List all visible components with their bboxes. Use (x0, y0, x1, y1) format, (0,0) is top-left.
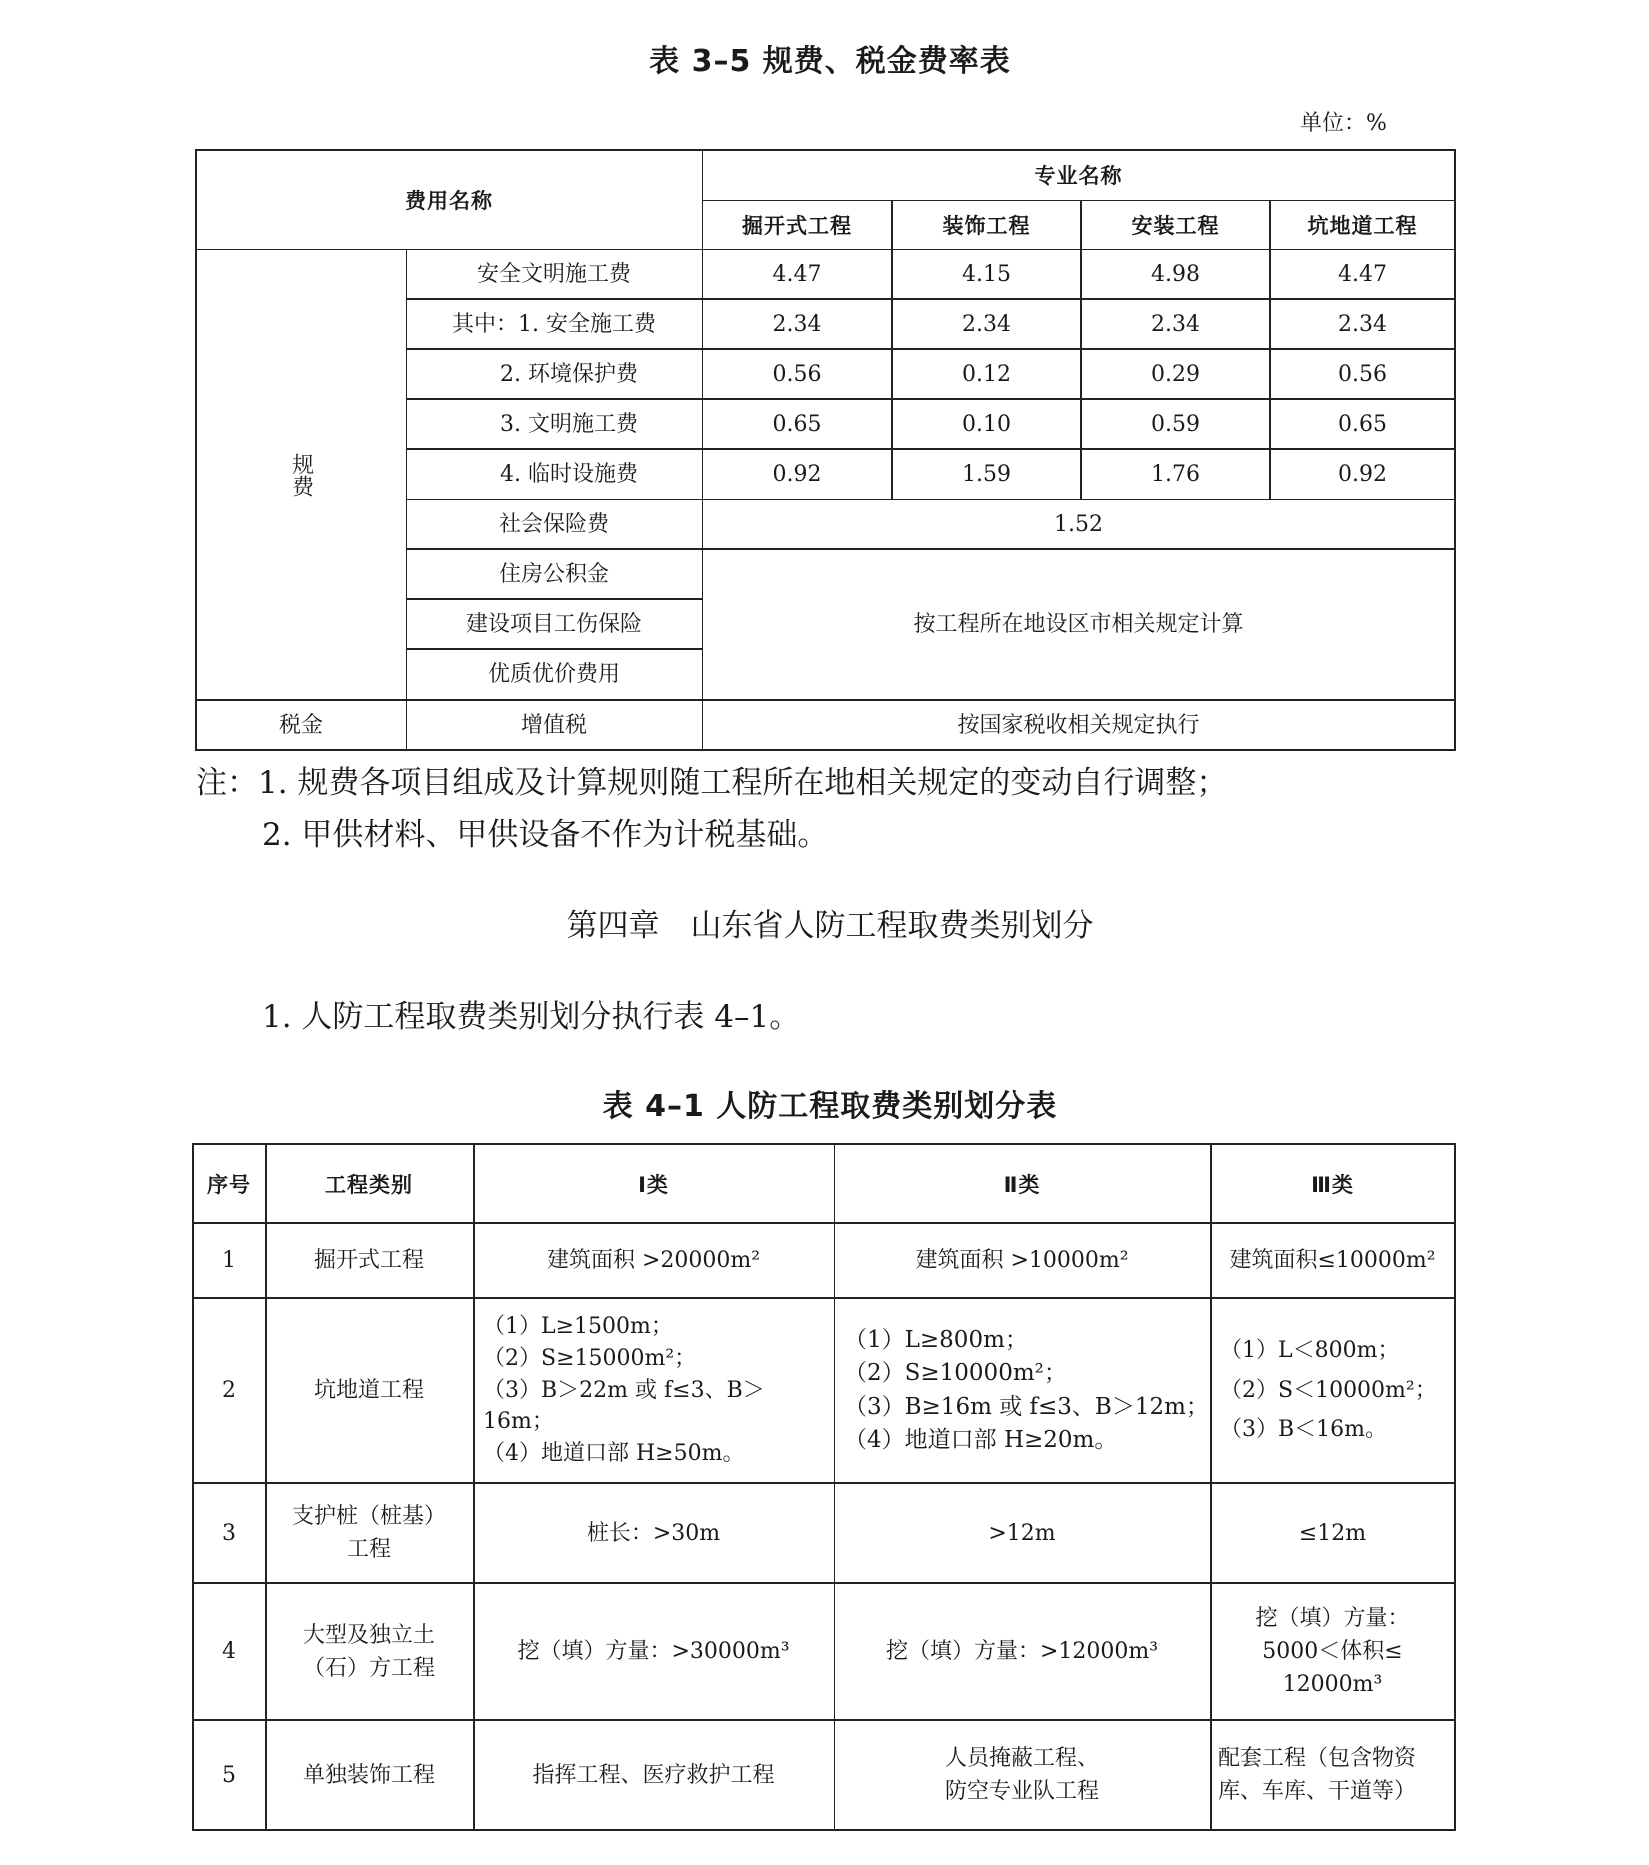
row-name: 安全文明施工费 (476, 261, 631, 287)
table2-title: 表 4–1 人防工程取费类别划分表 (602, 1089, 1058, 1124)
tax-row-name: 增值税 (520, 712, 587, 738)
row-value: 0.59 (1151, 411, 1200, 437)
row-class-3: ≤12m (1298, 1520, 1367, 1546)
row-value: 2.34 (1151, 311, 1200, 337)
header-class-3: Ⅲ类 (1311, 1172, 1354, 1197)
row-class-3: 建筑面积≤10000m² (1229, 1248, 1436, 1273)
rule-line (702, 149, 703, 750)
row-class-3 (1210, 1583, 1455, 1720)
row-value: 0.10 (962, 411, 1011, 437)
criteria-item: （4）地道口部 H≥50m。 (483, 1441, 745, 1467)
rule-line (406, 598, 702, 600)
group-fees-label (196, 249, 406, 700)
rule-line (406, 448, 1456, 450)
local-row-name: 建设项目工伤保险 (465, 611, 642, 637)
header-col-installation: 安装工程 (1131, 213, 1220, 238)
criteria-line: 库、车库、干道等） (1218, 1779, 1417, 1804)
criteria-line: 配套工程（包含物资 (1218, 1746, 1417, 1771)
row-name: 4. 临时设施费 (500, 461, 638, 487)
criteria-line: 12000m³ (1282, 1672, 1383, 1697)
category-line: 支护桩（桩基） (291, 1504, 446, 1529)
rule-line (193, 1482, 1456, 1484)
row-no: 3 (222, 1520, 236, 1546)
row-category: 单独装饰工程 (302, 1762, 435, 1788)
criteria-item: （1）L≥1500m； (483, 1313, 673, 1339)
criteria-item: （2）S≥15000m²； (483, 1345, 697, 1371)
row-no: 4 (222, 1639, 236, 1664)
local-rule: 按工程所在地设区市相关规定计算 (913, 612, 1244, 637)
row-value: 1.76 (1151, 461, 1200, 487)
rule-line (406, 298, 1456, 300)
rule-line (1454, 149, 1456, 751)
social-insurance-name: 社会保险费 (498, 511, 609, 537)
criteria-item: （2）S≥10000m²； (844, 1360, 1067, 1387)
row-class-2: 建筑面积 >10000m² (915, 1248, 1129, 1273)
row-value: 0.92 (772, 461, 822, 487)
header-col-decoration: 装饰工程 (942, 213, 1031, 238)
criteria-line: 5000＜体积≤ (1262, 1639, 1403, 1664)
group-fees-text: 规费 (288, 452, 314, 497)
rule-line (406, 499, 1456, 500)
row-category (265, 1583, 473, 1720)
social-insurance-value: 1.52 (1054, 511, 1103, 537)
row-no: 2 (222, 1378, 236, 1403)
header-no: 序号 (207, 1172, 251, 1197)
header-class-1: Ⅰ类 (638, 1172, 669, 1197)
row-value: 2.34 (1338, 311, 1387, 337)
group-tax-label: 税金 (278, 712, 323, 738)
rule-line (473, 1143, 475, 1831)
rule-line (406, 249, 407, 750)
row-value: 0.29 (1151, 361, 1200, 387)
rule-line (196, 699, 1456, 701)
local-row-name: 住房公积金 (498, 561, 609, 587)
row-category: 坑地道工程 (313, 1378, 424, 1403)
row-class-1: 指挥工程、医疗救护工程 (532, 1762, 775, 1788)
rule-line (196, 249, 1456, 250)
row-class-2: 挖（填）方量：>12000m³ (885, 1639, 1159, 1664)
chapter-heading: 第四章 山东省人防工程取费类别划分 (566, 908, 1094, 944)
row-no: 5 (222, 1762, 236, 1788)
row-value: 4.47 (772, 261, 822, 287)
row-value: 0.56 (772, 361, 822, 387)
rule-line (702, 200, 1456, 201)
criteria-item: （3）B＞22m 或 f≤3、B＞16m； (483, 1377, 765, 1435)
header-col-excavation: 掘开式工程 (742, 213, 852, 238)
table1-title: 表 3–5 规费、税金费率表 (649, 44, 1011, 79)
rule-line (1210, 1143, 1212, 1831)
row-class-1: 建筑面积 >20000m² (546, 1248, 761, 1273)
criteria-line: 防空专业队工程 (944, 1779, 1099, 1804)
row-value: 4.15 (962, 261, 1011, 287)
rule-line (406, 398, 1456, 400)
row-no: 1 (222, 1248, 236, 1273)
row-value: 0.56 (1338, 361, 1387, 387)
rule-line (406, 648, 702, 650)
rule-line (406, 348, 1456, 350)
row-class-1 (473, 1298, 834, 1483)
criteria-item: （3）B＜16m。 (1220, 1417, 1388, 1443)
row-value: 4.98 (1151, 261, 1200, 287)
row-value: 0.65 (772, 411, 822, 437)
rule-line (891, 200, 893, 499)
rule-line (196, 149, 1456, 151)
rule-line (834, 1143, 835, 1831)
rule-line (265, 1143, 267, 1831)
rule-line (195, 149, 197, 751)
rule-line (1454, 1143, 1456, 1831)
row-value: 0.92 (1338, 461, 1387, 487)
local-row-name: 优质优价费用 (487, 662, 620, 687)
row-class-2: >12m (988, 1520, 1056, 1546)
tax-row-value: 按国家税收相关规定执行 (957, 712, 1200, 738)
criteria-line: 挖（填）方量： (1255, 1606, 1410, 1631)
header-specialty: 专业名称 (1034, 164, 1123, 188)
criteria-item: （1）L≥800m； (844, 1326, 1028, 1353)
category-line: （石）方工程 (302, 1655, 435, 1681)
row-value: 0.12 (962, 361, 1011, 387)
rule-line (406, 548, 1456, 550)
rule-line (193, 1297, 1456, 1299)
row-name: 3. 文明施工费 (500, 411, 638, 437)
row-value: 1.59 (962, 461, 1011, 487)
row-name: 其中：1. 安全施工费 (452, 311, 656, 337)
chapter-paragraph: 1. 人防工程取费类别划分执行表 4–1。 (262, 999, 801, 1035)
row-class-2 (834, 1298, 1210, 1483)
criteria-line: 人员掩蔽工程、 (944, 1746, 1099, 1771)
criteria-item: （4）地道口部 H≥20m。 (844, 1426, 1118, 1453)
header-class-2: Ⅱ类 (1003, 1172, 1041, 1197)
criteria-item: （2）S＜10000m²； (1220, 1377, 1437, 1403)
row-name: 2. 环境保护费 (500, 361, 638, 387)
rule-line (193, 1222, 1456, 1224)
row-class-1: 挖（填）方量：>30000m³ (517, 1639, 790, 1664)
criteria-item: （3）B≥16m 或 f≤3、B＞12m； (844, 1393, 1209, 1420)
category-line: 大型及独立土 (302, 1622, 435, 1648)
note-line-2: 2. 甲供材料、甲供设备不作为计税基础。 (262, 817, 829, 853)
row-class-3 (1210, 1298, 1455, 1483)
rule-line (192, 1143, 194, 1831)
row-value: 0.65 (1338, 411, 1387, 437)
rule-line (1080, 200, 1082, 499)
category-line: 工程 (346, 1537, 391, 1562)
row-category (265, 1483, 473, 1583)
rule-line (193, 1829, 1456, 1831)
criteria-item: （1）L＜800m； (1220, 1338, 1400, 1364)
row-class-1: 桩长：>30m (586, 1520, 721, 1546)
header-col-tunnel: 坑地道工程 (1307, 213, 1418, 238)
header-fee-name: 费用名称 (405, 188, 493, 213)
rule-line (193, 1719, 1456, 1721)
rule-line (196, 749, 1456, 751)
header-category: 工程类别 (325, 1172, 413, 1197)
note-line-1: 注：1. 规费各项目组成及计算规则随工程所在地相关规定的变动自行调整； (196, 765, 1228, 801)
row-value: 2.34 (962, 311, 1011, 337)
rule-line (193, 1143, 1456, 1145)
row-value: 4.47 (1338, 261, 1387, 287)
row-class-2 (834, 1720, 1210, 1830)
rule-line (1269, 200, 1271, 499)
row-value: 2.34 (772, 311, 822, 337)
table1-unit: 单位：% (1300, 111, 1387, 136)
rule-line (193, 1582, 1456, 1584)
row-class-3 (1210, 1720, 1455, 1830)
row-category: 掘开式工程 (313, 1248, 424, 1273)
